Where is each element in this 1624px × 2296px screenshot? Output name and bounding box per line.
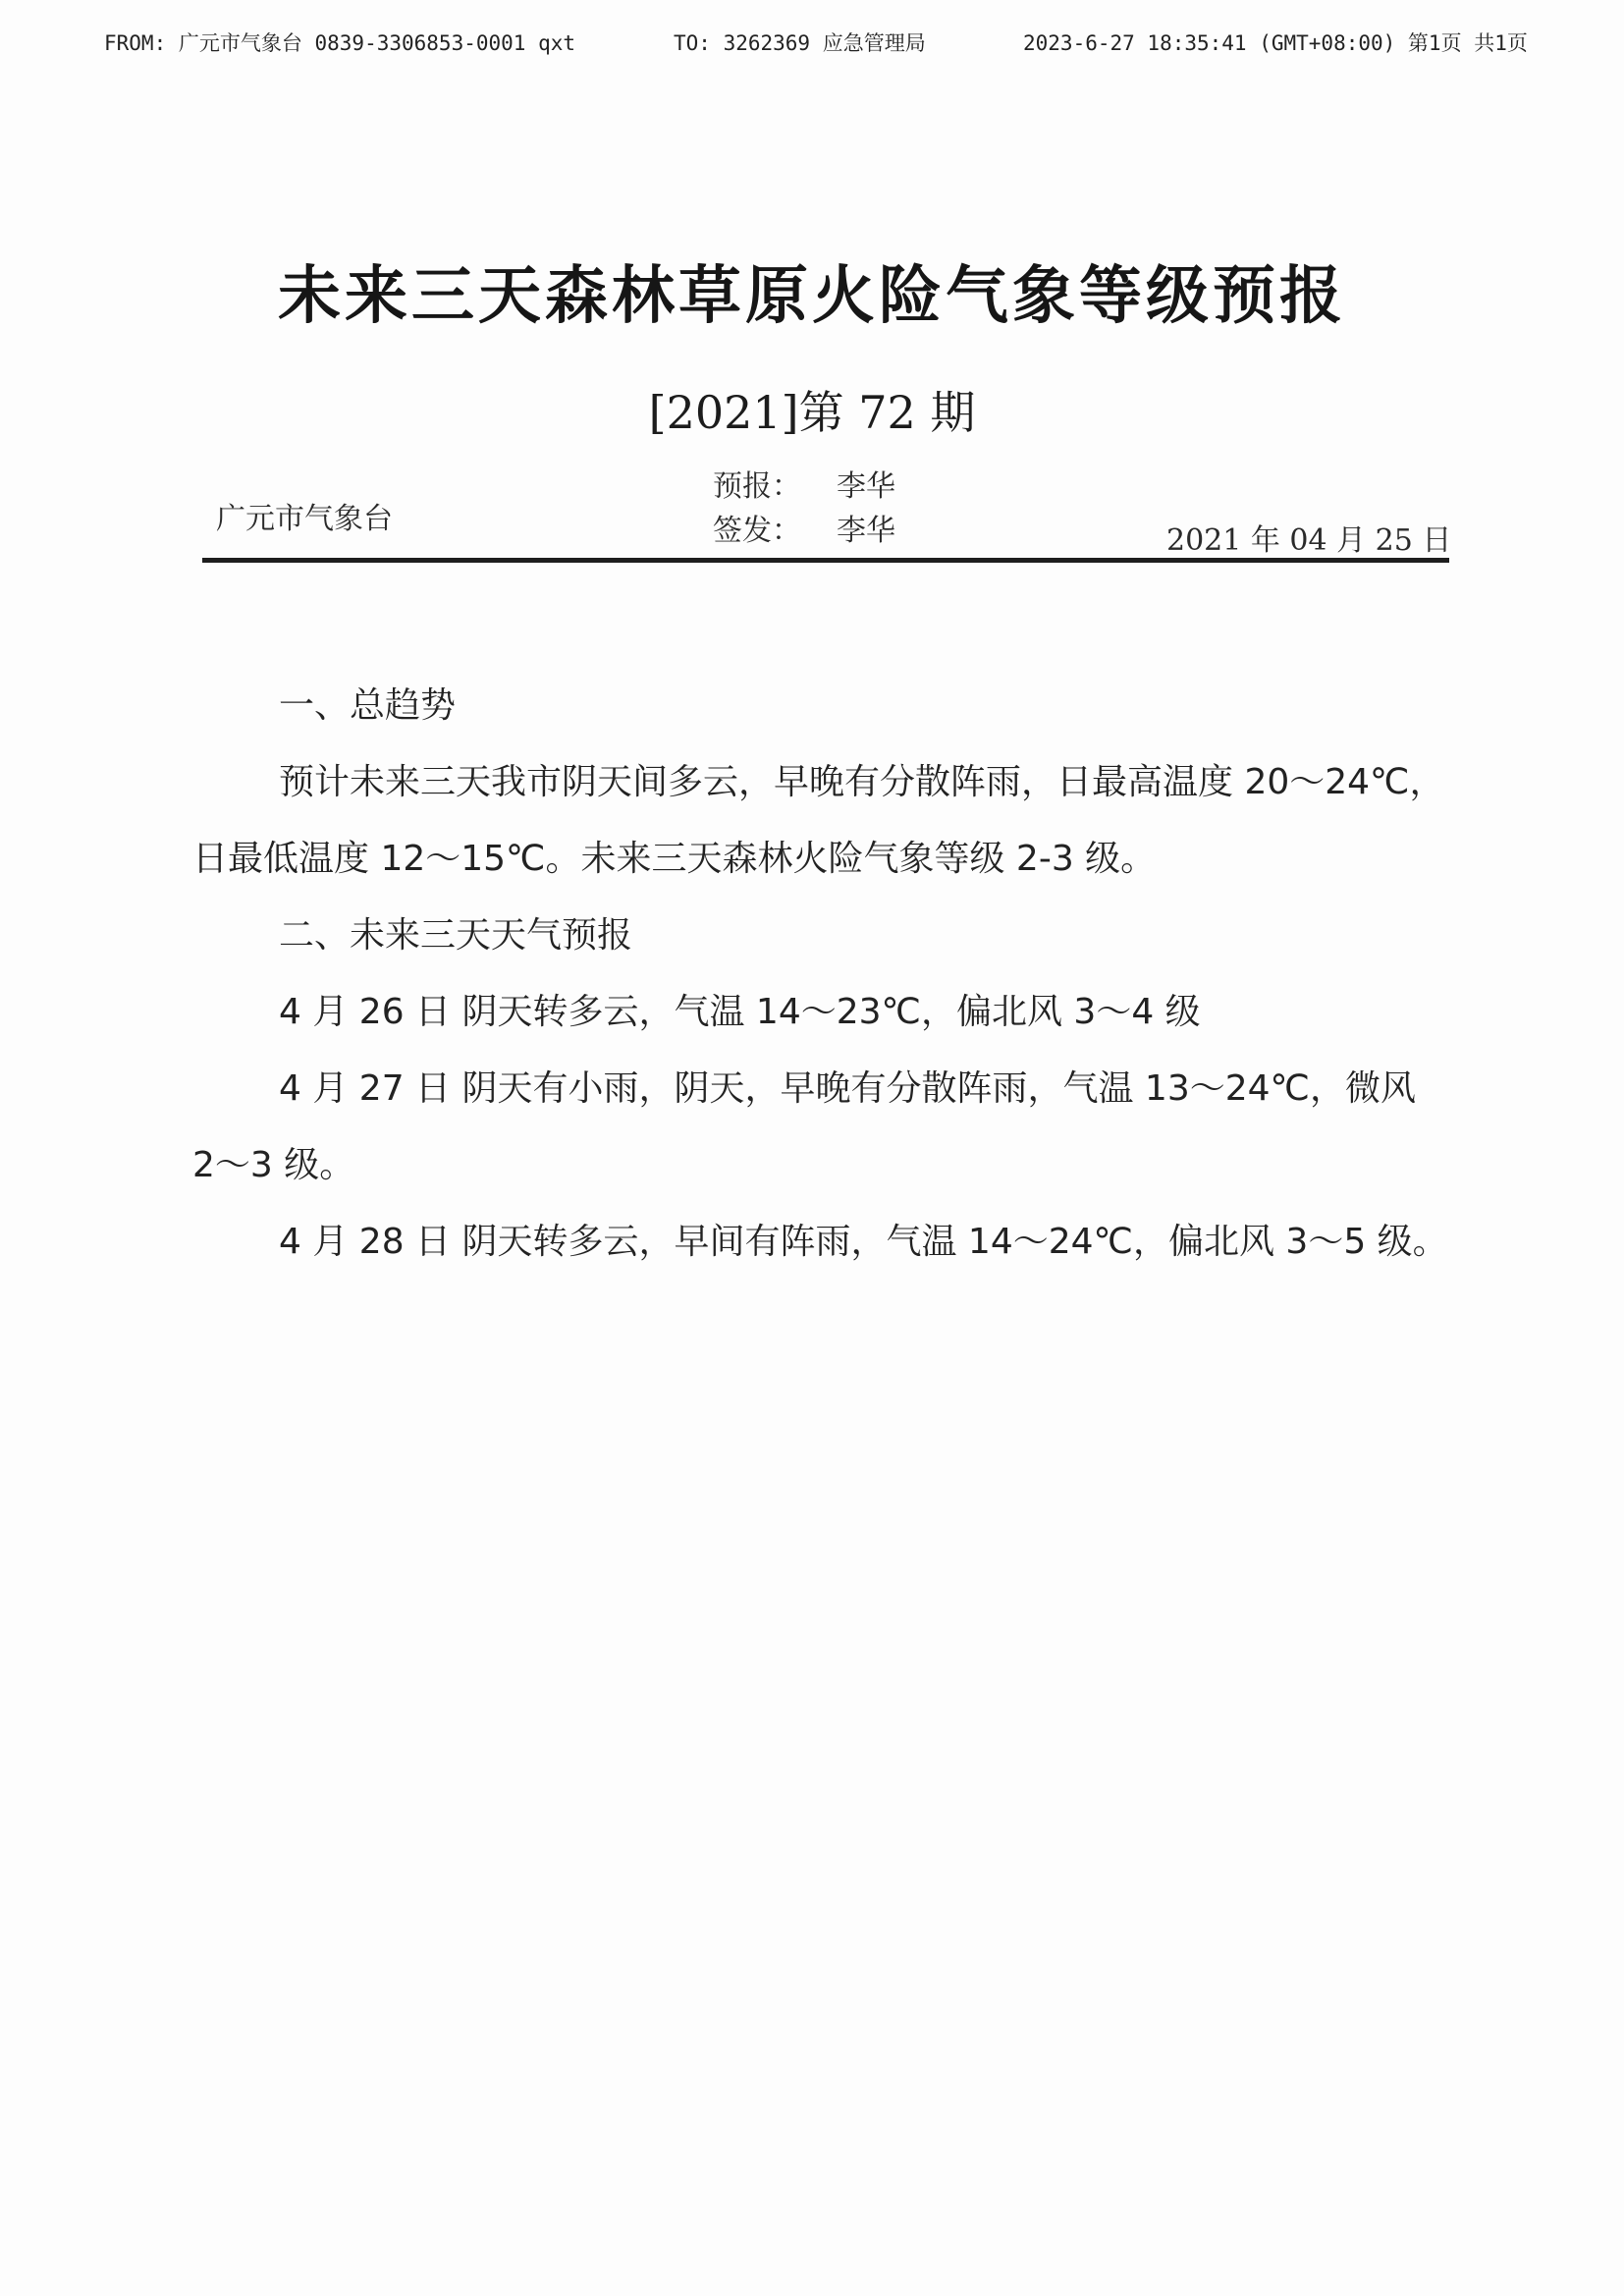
trend-text: 预计未来三天我市阴天间多云，早晚有分散阵雨，日最高温度 20～24℃，日最低温度 12～15℃。未来三天森林火险气象等级 2-3 级。 (192, 762, 1445, 879)
organization-name: 广元市气象台 (216, 502, 393, 536)
forecast-day-1: 4 月 26 日 阴天转多云，气温 14～23℃，偏北风 3～4 级 (279, 992, 1201, 1032)
fax-header (104, 27, 1577, 67)
forecast-day-3: 4 月 28 日 阴天转多云，早间有阵雨，气温 14～24℃，偏北风 3～5 级。 (279, 1222, 1448, 1262)
forecaster-label: 预报： (713, 469, 801, 504)
issue-number: [2021]第 72 期 (648, 386, 976, 439)
issue-date: 2021 年 04 月 25 日 (1166, 523, 1452, 558)
fax-from: FROM: 广元市气象台 0839-3306853-0001 qxt (104, 31, 576, 55)
forecaster-name: 李华 (837, 469, 895, 504)
trend-paragraph (192, 744, 1449, 898)
body-content (192, 668, 1449, 1281)
fax-timestamp: 2023-6-27 18:35:41 (GMT+08:00) 第1页 共1页 (1023, 31, 1528, 55)
forecast-day-2: 4 月 27 日 阴天有小雨，阴天，早晚有分散阵雨，气温 13～24℃，微风 2～3 级。 (192, 1068, 1416, 1185)
issuer-label: 签发： (713, 514, 801, 548)
header-rule (202, 558, 1449, 563)
section-heading-forecast: 二、未来三天天气预报 (279, 915, 633, 956)
section-heading-trend: 一、总趋势 (279, 685, 457, 726)
issuer-name: 李华 (837, 514, 895, 548)
document-title: 未来三天森林草原火险气象等级预报 (278, 260, 1346, 333)
fax-to: TO: 3262369 应急管理局 (674, 31, 926, 55)
